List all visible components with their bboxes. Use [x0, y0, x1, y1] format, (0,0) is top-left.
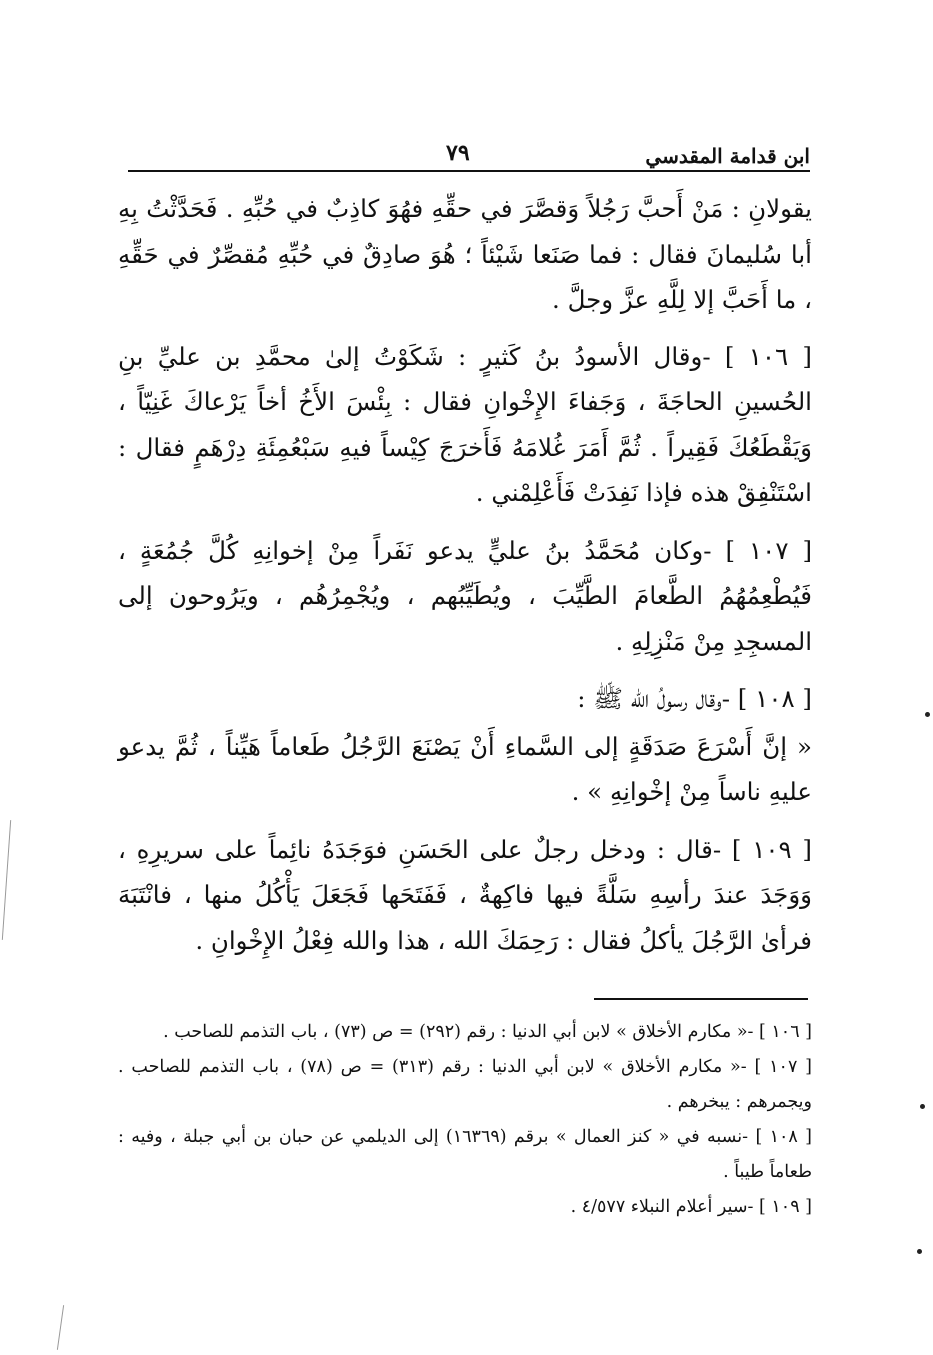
- paragraph-number: [ ١٠٦ ] -: [702, 341, 812, 371]
- scan-speck: [917, 1249, 922, 1254]
- paragraph-number: [ ١٠٩ ] -: [712, 834, 812, 864]
- paragraph-text: « إنَّ أَسْرَعَ صَدَقَةٍ إلى السَّماءِ أَنْ يَصْنَعَ الرَّجُلُ طَعاماً هَيِّناً ، ثُمَّ يدعو عليهِ ناساً مِنْ إخْوانِهِ » .: [118, 731, 812, 806]
- footnote-number: [ ١٠٩ ] -: [747, 1197, 812, 1217]
- footnote-text: سير أعلام النبلاء ٤/٥٧٧ .: [570, 1197, 748, 1217]
- paragraph-108: [118, 676, 812, 722]
- paragraph-text: وقال رسولُ الله ﷺ :: [577, 684, 722, 713]
- paragraph-text: قال : ودخل رجلٌ على الحَسَنِ فوَجَدَهُ نائِماً على سريرِهِ ، وَوَجَدَ عندَ رأسِهِ سَلَّةً فيها فاكِهةٌ ، فَفَتَحَها فَجَعَلَ يَأْكُلُ منها ، فانْتَبَهَ فرأىٰ الرَّجُلَ يأكلُ فقال : رَحِمَكَ الله ، هذا والله فِعْلُ الإِخْوانِ .: [118, 834, 812, 955]
- footnote-number: [ ١٠٨ ] -: [742, 1127, 813, 1147]
- footnote-text: « مكارم الأخلاق » لابن أبي الدنيا : رقم (٢٩٢) = ص (٧٣) ، باب التذمم للصاحب .: [163, 1022, 748, 1042]
- footnote-text: « مكارم الأخلاق » لابن أبي الدنيا : رقم (٣١٣) = ص (٧٨) ، باب التذمم للصاحب . ويجمرهم : يبخرهم .: [118, 1057, 812, 1112]
- paragraph-109: [118, 827, 812, 964]
- footnote-107: [118, 1050, 812, 1120]
- paragraph-number: [ ١٠٨ ] -: [721, 684, 812, 713]
- paragraph-number: [ ١٠٧ ] -: [703, 535, 813, 565]
- scan-speck: [920, 1104, 925, 1109]
- scan-artifact-line: [2, 820, 11, 940]
- footnote-number: [ ١٠٦ ] -: [747, 1022, 812, 1042]
- running-header: [128, 140, 810, 172]
- main-text: [118, 186, 812, 975]
- footnote-108: [118, 1120, 812, 1190]
- footnote-text: نسبه في « كنز العمال » برقم (١٦٣٦٩) إلى الديلمي عن حبان بن أبي جبلة ، وفيه : طعاماً طيباً .: [118, 1127, 812, 1182]
- header-author: ابن قدامة المقدسي: [645, 144, 810, 168]
- scan-speck: [925, 712, 930, 717]
- page-number: ٧٩: [446, 140, 470, 166]
- paragraph-text: وكان مُحَمَّدُ بنُ عليٍّ يدعو نَفَراً مِنْ إخوانِهِ كُلَّ جُمُعَةٍ ، فَيُطْعِمُهُمُ الطَّعامَ الطَّيِّبَ ، ويُطَيِّبُهم ، ويُجْمِرُهُم ، ويَرُوحون إلى المسجِدِ مِنْ مَنْزِلِهِ .: [118, 535, 812, 656]
- paragraph-text: وقال الأسودُ بنُ كَثيرٍ : شَكَوْتُ إلىٰ محمَّدِ بن عليِّ بنِ الحُسينِ الحاجَةَ ، وَجَفاءَ الإِخْوانِ فقال : بِئْسَ الأَخُ أخاً يَرْعاكَ غَنِيّاً ، وَيَقْطَعُكَ فَقِيراً . ثُمَّ أَمَرَ غُلامَهُ فَأَخرَجَ كِيْساً فيهِ سَبْعُمِئَةِ دِرْهَمٍ فقال : اسْتَنْفِقْ هذه فإذا نَفِدَتْ فَأَعْلِمْني .: [118, 341, 812, 507]
- paragraph-107: [118, 528, 812, 665]
- footnote-divider: [594, 998, 808, 1000]
- paragraph-text: يقولانِ : مَنْ أَحبَّ رَجُلاً وَقصَّرَ في حقِّهِ فهُوَ كاذِبٌ في حُبِّهِ . فَحَدَّثْتُ بِهِ أبا سُليمانَ فقال : فما صَنَعا شَيْئاً ؛ هُوَ صادِقٌ في حُبِّهِ مُقصِّرٌ في حَقِّهِ ، ما أَحَبَّ إلا لِلَّهِ عزَّ وجلَّ .: [118, 194, 812, 314]
- hadith-quote: [118, 724, 812, 815]
- paragraph: [118, 186, 812, 323]
- footnote-number: [ ١٠٧ ] -: [740, 1057, 813, 1077]
- paragraph-106: [118, 334, 812, 516]
- scan-artifact-line: [57, 1305, 64, 1350]
- footnotes: [118, 1015, 812, 1225]
- footnote-106: [118, 1015, 812, 1050]
- footnote-109: [118, 1190, 812, 1225]
